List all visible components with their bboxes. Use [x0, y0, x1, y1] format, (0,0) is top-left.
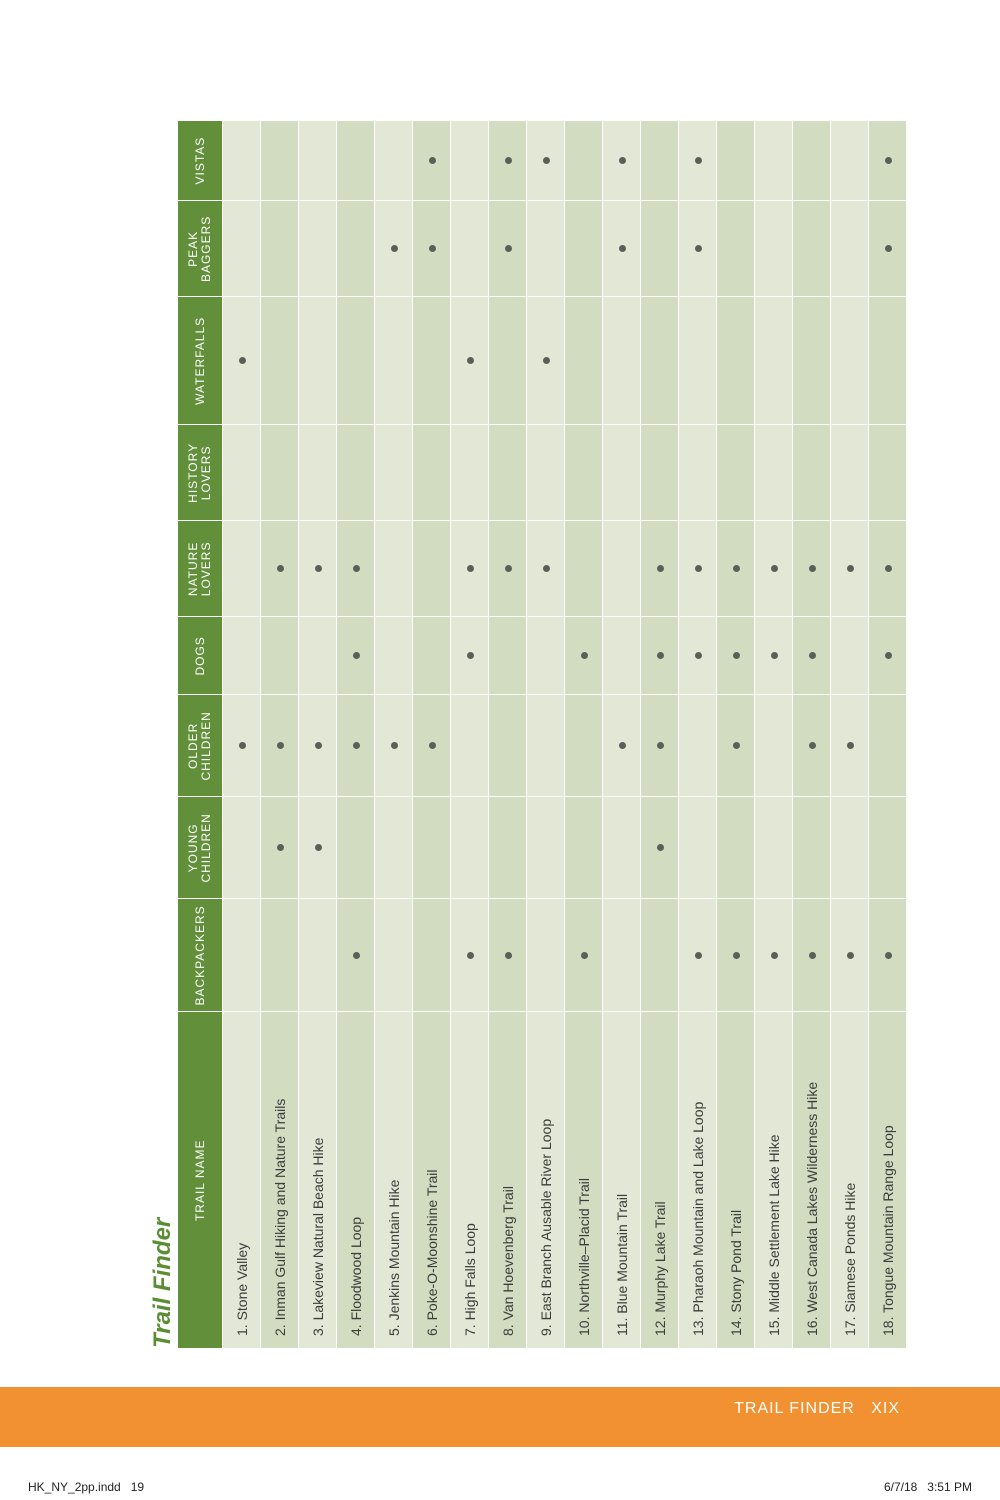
col-header-label: TRAIL NAME: [192, 1139, 207, 1222]
cell-history-lovers: [527, 425, 565, 521]
bullet-dot-icon: [353, 565, 360, 572]
cell-dogs: [565, 617, 603, 695]
cell-backpackers: [641, 899, 679, 1012]
trail-name-cell: 2. Inman Gulf Hiking and Nature Trails: [261, 1012, 299, 1348]
cell-dogs: [603, 617, 641, 695]
cell-dogs: [717, 617, 755, 695]
cell-peak-baggers: [375, 201, 413, 297]
cell-peak-baggers: [223, 201, 261, 297]
cell-peak-baggers: [565, 201, 603, 297]
bullet-dot-icon: [429, 245, 436, 252]
cell-waterfalls: [489, 297, 527, 425]
col-header-older-children: [178, 695, 223, 797]
cell-older-children: [299, 695, 337, 797]
cell-older-children: [603, 695, 641, 797]
col-header-label-line2: CHILDREN: [199, 813, 213, 883]
cell-nature-lovers: [489, 521, 527, 617]
bullet-dot-icon: [505, 157, 512, 164]
cell-backpackers: [299, 899, 337, 1012]
col-header-waterfalls: [178, 297, 223, 425]
cell-older-children: [451, 695, 489, 797]
cell-vistas: [489, 121, 527, 201]
table-row: [565, 121, 603, 1348]
running-footer: [734, 1387, 900, 1430]
cell-young-children: [869, 797, 907, 899]
trail-name-cell: 12. Murphy Lake Trail: [641, 1012, 679, 1348]
col-header-label: BACKPACKERS: [192, 905, 207, 1006]
cell-young-children: [375, 797, 413, 899]
cell-dogs: [375, 617, 413, 695]
cell-young-children: [755, 797, 793, 899]
cell-nature-lovers: [375, 521, 413, 617]
bullet-dot-icon: [847, 952, 854, 959]
col-header-nature-lovers: [178, 521, 223, 617]
cell-older-children: [223, 695, 261, 797]
bullet-dot-icon: [657, 844, 664, 851]
cell-nature-lovers: [565, 521, 603, 617]
cell-young-children: [299, 797, 337, 899]
bullet-dot-icon: [885, 952, 892, 959]
cell-nature-lovers: [299, 521, 337, 617]
bullet-dot-icon: [353, 742, 360, 749]
table-row: [337, 121, 375, 1348]
cell-young-children: [717, 797, 755, 899]
cell-backpackers: [337, 899, 375, 1012]
trail-name-cell: 6. Poke-O-Moonshine Trail: [413, 1012, 451, 1348]
table-row: [527, 121, 565, 1348]
cell-older-children: [489, 695, 527, 797]
cell-older-children: [527, 695, 565, 797]
bullet-dot-icon: [581, 952, 588, 959]
cell-peak-baggers: [451, 201, 489, 297]
col-header-label-line2: LOVERS: [199, 445, 213, 501]
table-row: [223, 121, 261, 1348]
cell-young-children: [831, 797, 869, 899]
cell-waterfalls: [223, 297, 261, 425]
cell-history-lovers: [261, 425, 299, 521]
cell-nature-lovers: [603, 521, 641, 617]
table-row: [375, 121, 413, 1348]
cell-backpackers: [261, 899, 299, 1012]
cell-older-children: [869, 695, 907, 797]
trail-name-cell: 10. Northville–Placid Trail: [565, 1012, 603, 1348]
bullet-dot-icon: [733, 652, 740, 659]
bullet-dot-icon: [277, 565, 284, 572]
bullet-dot-icon: [771, 652, 778, 659]
cell-nature-lovers: [641, 521, 679, 617]
col-header-trail-name: [178, 1012, 223, 1348]
table-row: [679, 121, 717, 1348]
cell-young-children: [603, 797, 641, 899]
cell-young-children: [223, 797, 261, 899]
cell-waterfalls: [831, 297, 869, 425]
cell-history-lovers: [299, 425, 337, 521]
bullet-dot-icon: [809, 565, 816, 572]
cell-backpackers: [451, 899, 489, 1012]
col-header-backpackers: [178, 899, 223, 1012]
table-row: [489, 121, 527, 1348]
bullet-dot-icon: [657, 652, 664, 659]
cell-peak-baggers: [489, 201, 527, 297]
col-header-label: VISTAS: [192, 136, 207, 185]
cell-peak-baggers: [641, 201, 679, 297]
trail-name-cell: 11. Blue Mountain Trail: [603, 1012, 641, 1348]
cell-waterfalls: [413, 297, 451, 425]
cell-waterfalls: [755, 297, 793, 425]
bullet-dot-icon: [771, 565, 778, 572]
bullet-dot-icon: [467, 357, 474, 364]
cell-nature-lovers: [755, 521, 793, 617]
trail-finder-table: [178, 121, 906, 1348]
cell-history-lovers: [641, 425, 679, 521]
cell-waterfalls: [451, 297, 489, 425]
cell-peak-baggers: [679, 201, 717, 297]
table-row: [831, 121, 869, 1348]
trail-name-cell: 15. Middle Settlement Lake Hike: [755, 1012, 793, 1348]
cell-peak-baggers: [717, 201, 755, 297]
bullet-dot-icon: [353, 652, 360, 659]
bullet-dot-icon: [315, 565, 322, 572]
bullet-dot-icon: [467, 952, 474, 959]
cell-vistas: [527, 121, 565, 201]
table-row: [603, 121, 641, 1348]
cell-nature-lovers: [413, 521, 451, 617]
cell-young-children: [679, 797, 717, 899]
cell-waterfalls: [603, 297, 641, 425]
cell-peak-baggers: [527, 201, 565, 297]
bullet-dot-icon: [619, 742, 626, 749]
cell-older-children: [565, 695, 603, 797]
trail-name-cell: 16. West Canada Lakes Wilderness Hike: [793, 1012, 831, 1348]
trail-name-cell: 13. Pharaoh Mountain and Lake Loop: [679, 1012, 717, 1348]
cell-dogs: [793, 617, 831, 695]
table-row: [641, 121, 679, 1348]
bullet-dot-icon: [239, 357, 246, 364]
cell-older-children: [755, 695, 793, 797]
bullet-dot-icon: [505, 245, 512, 252]
cell-dogs: [413, 617, 451, 695]
bullet-dot-icon: [885, 157, 892, 164]
bullet-dot-icon: [695, 245, 702, 252]
bullet-dot-icon: [315, 742, 322, 749]
cell-dogs: [527, 617, 565, 695]
cell-vistas: [223, 121, 261, 201]
trail-name-cell: 7. High Falls Loop: [451, 1012, 489, 1348]
cell-dogs: [755, 617, 793, 695]
cell-peak-baggers: [869, 201, 907, 297]
slug-timestamp: 6/7/18 3:51 PM: [883, 1480, 972, 1494]
table-row: [451, 121, 489, 1348]
cell-peak-baggers: [793, 201, 831, 297]
cell-nature-lovers: [451, 521, 489, 617]
bullet-dot-icon: [809, 952, 816, 959]
trail-name-cell: 5. Jenkins Mountain Hike: [375, 1012, 413, 1348]
cell-dogs: [261, 617, 299, 695]
bullet-dot-icon: [505, 952, 512, 959]
bullet-dot-icon: [543, 565, 550, 572]
cell-older-children: [793, 695, 831, 797]
cell-waterfalls: [641, 297, 679, 425]
bullet-dot-icon: [239, 742, 246, 749]
cell-history-lovers: [451, 425, 489, 521]
bullet-dot-icon: [467, 565, 474, 572]
cell-older-children: [641, 695, 679, 797]
cell-young-children: [489, 797, 527, 899]
col-header-label-line2: BAGGERS: [199, 215, 213, 283]
bullet-dot-icon: [391, 742, 398, 749]
cell-history-lovers: [793, 425, 831, 521]
col-header-label-line2: CHILDREN: [199, 711, 213, 781]
trail-name-cell: 18. Tongue Mountain Range Loop: [869, 1012, 907, 1348]
footer-section-label: TRAIL FINDER: [734, 1400, 855, 1417]
cell-peak-baggers: [337, 201, 375, 297]
cell-backpackers: [565, 899, 603, 1012]
cell-young-children: [337, 797, 375, 899]
cell-backpackers: [717, 899, 755, 1012]
cell-young-children: [527, 797, 565, 899]
cell-nature-lovers: [337, 521, 375, 617]
cell-dogs: [299, 617, 337, 695]
cell-waterfalls: [679, 297, 717, 425]
cell-history-lovers: [489, 425, 527, 521]
table-row: [793, 121, 831, 1348]
cell-older-children: [375, 695, 413, 797]
cell-dogs: [641, 617, 679, 695]
cell-vistas: [413, 121, 451, 201]
cell-older-children: [337, 695, 375, 797]
trail-name-cell: 9. East Branch Ausable River Loop: [527, 1012, 565, 1348]
col-header-label-line1: NATURE: [186, 541, 200, 597]
trail-name-cell: 3. Lakeview Natural Beach Hike: [299, 1012, 337, 1348]
bullet-dot-icon: [391, 245, 398, 252]
bullet-dot-icon: [429, 157, 436, 164]
cell-waterfalls: [565, 297, 603, 425]
cell-young-children: [565, 797, 603, 899]
cell-history-lovers: [375, 425, 413, 521]
cell-waterfalls: [375, 297, 413, 425]
bullet-dot-icon: [771, 952, 778, 959]
table-row: [869, 121, 907, 1348]
trail-name-cell: 8. Van Hoevenberg Trail: [489, 1012, 527, 1348]
col-header-dogs: [178, 617, 223, 695]
cell-history-lovers: [337, 425, 375, 521]
cell-vistas: [261, 121, 299, 201]
trail-name-cell: 14. Stony Pond Trail: [717, 1012, 755, 1348]
bullet-dot-icon: [809, 742, 816, 749]
col-header-peak-baggers: [178, 201, 223, 297]
table-row: [261, 121, 299, 1348]
cell-older-children: [717, 695, 755, 797]
cell-nature-lovers: [717, 521, 755, 617]
table-row: [717, 121, 755, 1348]
cell-older-children: [831, 695, 869, 797]
cell-vistas: [869, 121, 907, 201]
cell-backpackers: [603, 899, 641, 1012]
cell-history-lovers: [869, 425, 907, 521]
cell-dogs: [869, 617, 907, 695]
cell-young-children: [793, 797, 831, 899]
col-header-label-line2: LOVERS: [199, 541, 213, 597]
cell-backpackers: [223, 899, 261, 1012]
cell-backpackers: [755, 899, 793, 1012]
bullet-dot-icon: [695, 157, 702, 164]
col-header-young-children: [178, 797, 223, 899]
col-header-label: DOGS: [192, 636, 207, 676]
cell-peak-baggers: [261, 201, 299, 297]
bullet-dot-icon: [277, 844, 284, 851]
col-header-label-line1: YOUNG: [186, 823, 200, 873]
cell-waterfalls: [261, 297, 299, 425]
cell-history-lovers: [717, 425, 755, 521]
bullet-dot-icon: [505, 565, 512, 572]
bullet-dot-icon: [885, 245, 892, 252]
col-header-history-lovers: [178, 425, 223, 521]
table-row: [413, 121, 451, 1348]
cell-waterfalls: [793, 297, 831, 425]
cell-nature-lovers: [679, 521, 717, 617]
cell-backpackers: [489, 899, 527, 1012]
slug-file: HK_NY_2pp.indd 19: [28, 1480, 145, 1494]
cell-young-children: [641, 797, 679, 899]
cell-nature-lovers: [793, 521, 831, 617]
cell-backpackers: [793, 899, 831, 1012]
cell-waterfalls: [717, 297, 755, 425]
cell-nature-lovers: [261, 521, 299, 617]
header-row: [178, 121, 223, 1348]
cell-vistas: [451, 121, 489, 201]
cell-nature-lovers: [527, 521, 565, 617]
cell-dogs: [451, 617, 489, 695]
footer-page-number: XIX: [871, 1400, 900, 1417]
table-row: [755, 121, 793, 1348]
trail-name-cell: 1. Stone Valley: [223, 1012, 261, 1348]
col-header-vistas: [178, 121, 223, 201]
bullet-dot-icon: [695, 652, 702, 659]
bullet-dot-icon: [809, 652, 816, 659]
bullet-dot-icon: [543, 357, 550, 364]
cell-older-children: [679, 695, 717, 797]
cell-young-children: [413, 797, 451, 899]
bullet-dot-icon: [353, 952, 360, 959]
cell-vistas: [755, 121, 793, 201]
cell-backpackers: [831, 899, 869, 1012]
cell-nature-lovers: [223, 521, 261, 617]
cell-history-lovers: [603, 425, 641, 521]
cell-vistas: [679, 121, 717, 201]
cell-nature-lovers: [831, 521, 869, 617]
bullet-dot-icon: [467, 652, 474, 659]
cell-history-lovers: [679, 425, 717, 521]
cell-young-children: [261, 797, 299, 899]
bullet-dot-icon: [619, 245, 626, 252]
bullet-dot-icon: [847, 565, 854, 572]
cell-dogs: [337, 617, 375, 695]
trail-name-cell: 4. Floodwood Loop: [337, 1012, 375, 1348]
page-title: Trail Finder: [149, 1217, 176, 1348]
bullet-dot-icon: [543, 157, 550, 164]
col-header-label-line1: PEAK: [186, 230, 200, 267]
bullet-dot-icon: [315, 844, 322, 851]
cell-vistas: [375, 121, 413, 201]
bullet-dot-icon: [657, 565, 664, 572]
bullet-dot-icon: [733, 952, 740, 959]
cell-history-lovers: [223, 425, 261, 521]
bullet-dot-icon: [847, 742, 854, 749]
cell-history-lovers: [831, 425, 869, 521]
col-header-label-line1: OLDER: [186, 722, 200, 770]
cell-dogs: [679, 617, 717, 695]
cell-history-lovers: [413, 425, 451, 521]
trail-rows: [223, 121, 907, 1348]
cell-peak-baggers: [755, 201, 793, 297]
cell-dogs: [489, 617, 527, 695]
bullet-dot-icon: [733, 565, 740, 572]
cell-nature-lovers: [869, 521, 907, 617]
cell-peak-baggers: [299, 201, 337, 297]
bullet-dot-icon: [277, 742, 284, 749]
bullet-dot-icon: [885, 565, 892, 572]
bullet-dot-icon: [429, 742, 436, 749]
trail-name-cell: 17. Siamese Ponds Hike: [831, 1012, 869, 1348]
table-row: [299, 121, 337, 1348]
bullet-dot-icon: [695, 565, 702, 572]
cell-dogs: [223, 617, 261, 695]
bullet-dot-icon: [619, 157, 626, 164]
cell-older-children: [261, 695, 299, 797]
col-header-label: WATERFALLS: [192, 316, 207, 405]
cell-backpackers: [679, 899, 717, 1012]
cell-backpackers: [375, 899, 413, 1012]
cell-backpackers: [413, 899, 451, 1012]
cell-vistas: [641, 121, 679, 201]
cell-vistas: [337, 121, 375, 201]
rotated-page-content: [148, 98, 894, 1348]
bullet-dot-icon: [733, 742, 740, 749]
cell-waterfalls: [299, 297, 337, 425]
cell-vistas: [793, 121, 831, 201]
cell-vistas: [831, 121, 869, 201]
cell-peak-baggers: [603, 201, 641, 297]
cell-waterfalls: [337, 297, 375, 425]
col-header-label-line1: HISTORY: [186, 442, 200, 503]
cell-older-children: [413, 695, 451, 797]
footer-band: [0, 1387, 1000, 1447]
bullet-dot-icon: [581, 652, 588, 659]
cell-peak-baggers: [831, 201, 869, 297]
cell-vistas: [299, 121, 337, 201]
cell-young-children: [451, 797, 489, 899]
cell-backpackers: [869, 899, 907, 1012]
cell-waterfalls: [869, 297, 907, 425]
cell-dogs: [831, 617, 869, 695]
cell-vistas: [603, 121, 641, 201]
cell-history-lovers: [565, 425, 603, 521]
cell-vistas: [565, 121, 603, 201]
bullet-dot-icon: [885, 652, 892, 659]
cell-backpackers: [527, 899, 565, 1012]
bullet-dot-icon: [695, 952, 702, 959]
bullet-dot-icon: [657, 742, 664, 749]
cell-vistas: [717, 121, 755, 201]
cell-history-lovers: [755, 425, 793, 521]
cell-peak-baggers: [413, 201, 451, 297]
cell-waterfalls: [527, 297, 565, 425]
